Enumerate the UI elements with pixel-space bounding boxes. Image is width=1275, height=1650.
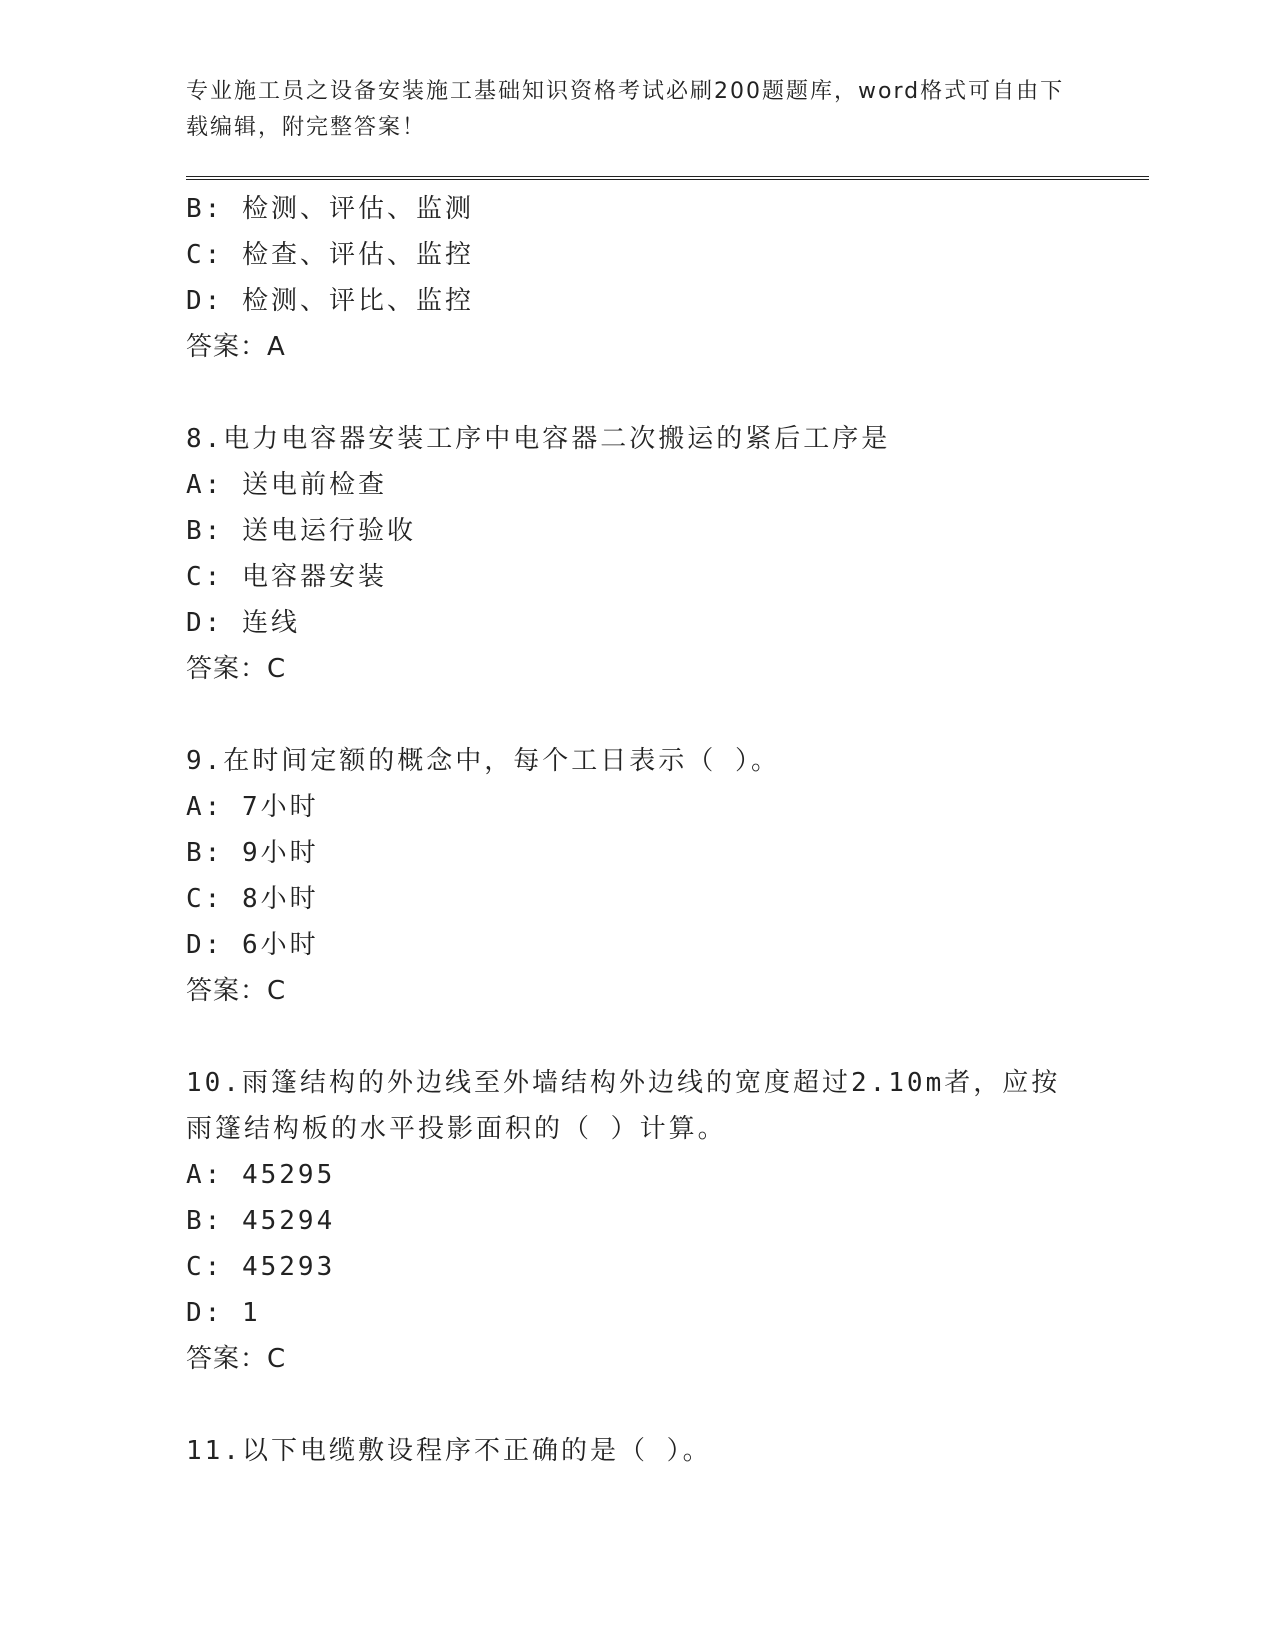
- question-content: [186, 186, 1086, 1474]
- option-c: C: 8小时: [186, 884, 319, 914]
- option-a: A: 7小时: [186, 792, 319, 822]
- option-d: D: 1: [186, 1298, 261, 1328]
- option-d: D: 连线: [186, 608, 300, 638]
- option-d: D: 检测、评比、监控: [186, 286, 474, 316]
- answer-label: 答案：C: [186, 1344, 287, 1374]
- header-divider: [186, 176, 1149, 180]
- answer-label: 答案：C: [186, 976, 287, 1006]
- question-block-11: [186, 1428, 1086, 1474]
- page-header: 专业施工员之设备安装施工基础知识资格考试必刷200题题库，word格式可自由下载编辑，附完整答案！: [186, 79, 1065, 140]
- option-b: B: 送电运行验收: [186, 516, 416, 546]
- question-text: 11.以下电缆敷设程序不正确的是（ ）。: [186, 1436, 712, 1466]
- option-a: A: 送电前检查: [186, 470, 387, 500]
- option-b: B: 45294: [186, 1206, 336, 1236]
- question-text: 9.在时间定额的概念中，每个工日表示（ ）。: [186, 746, 780, 776]
- option-a: A: 45295: [186, 1160, 336, 1190]
- option-c: C: 45293: [186, 1252, 336, 1282]
- question-block-8: [186, 416, 1086, 692]
- option-c: C: 检查、评估、监控: [186, 240, 474, 270]
- option-c: C: 电容器安装: [186, 562, 387, 592]
- question-block-9: [186, 738, 1086, 1014]
- question-text: 8.电力电容器安装工序中电容器二次搬运的紧后工序是: [186, 424, 891, 454]
- answer-label: 答案：C: [186, 654, 287, 684]
- answer-label: 答案：A: [186, 332, 286, 362]
- question-text: 10.雨篷结构的外边线至外墙结构外边线的宽度超过2.10m者，应按雨篷结构板的水平投影面积的（ ）计算。: [186, 1068, 1061, 1144]
- question-block-10: [186, 1060, 1086, 1382]
- question-block-7: [186, 186, 1086, 370]
- option-b: B: 检测、评估、监测: [186, 194, 474, 224]
- option-b: B: 9小时: [186, 838, 319, 868]
- option-d: D: 6小时: [186, 930, 319, 960]
